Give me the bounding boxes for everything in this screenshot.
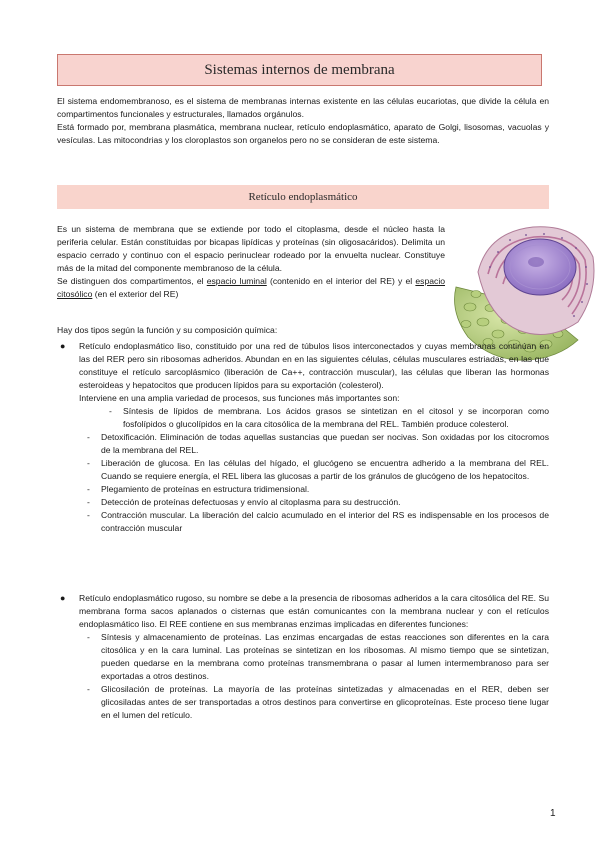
list-item <box>87 483 549 496</box>
list-item-text: Síntesis y almacenamiento de proteínas. Las enzimas encargadas de estas reacciones son diferentes en la cara citosólica y en la cara luminal. Las proteínas se sintetizan en los ribosomas. Al mismo tiempo que se sintetizan, pueden quedarse en la membrana como proteínas transmembrana o pasar al lumen intermembranoso para ser exportadas a otros destinos. <box>101 632 549 681</box>
list-item <box>87 631 549 683</box>
dash-icon: - <box>87 510 90 520</box>
bullet-icon: ● <box>60 593 66 603</box>
types-intro: Hay dos tipos según la función y su composición química: <box>57 325 278 335</box>
dash-icon: - <box>87 684 90 694</box>
list-item-text: Contracción muscular. La liberación del calcio acumulado en el interior del RS es indispensable en los procesos de contracción muscular <box>101 510 549 533</box>
list-item-text: Detoxificación. Eliminación de todas aquellas sustancias que puedan ser nocivas. Son oxidadas por los citocromos de la membrana del REL. <box>101 432 549 455</box>
page-number: 1 <box>550 808 556 819</box>
list-item <box>87 457 549 483</box>
title-box <box>57 54 542 86</box>
list-item <box>87 431 549 457</box>
list-item-text: Plegamiento de proteínas en estructura tridimensional. <box>101 484 310 494</box>
dash-icon: - <box>87 458 90 468</box>
intro-paragraph: Está formado por, membrana plasmática, membrana nuclear, retículo endoplasmático, aparato de Golgi, lisosomas, vacuolas y vesículas. Las mitocondrias y los cloroplastos son organelos pero no se consideran de este sistema. <box>57 122 549 145</box>
dash-icon: - <box>87 484 90 494</box>
section-header <box>57 185 549 209</box>
intro-paragraph: El sistema endomembranoso, es el sistema de membranas internas existente en las células eucariotas, que divide la célula en compartimentos funcionales y estructurales, llamados orgánulos. <box>57 96 549 119</box>
dash-icon: - <box>87 497 90 507</box>
list-item-text: Glicosilación de proteínas. La mayoría de las proteínas sintetizadas y almacenadas en el RER, deben ser glicosiladas antes de ser transportadas a otros destinos para convertirse en glicoproteínas. Este proceso tiene lugar en el lumen del retículo. <box>101 684 549 720</box>
list-item <box>109 405 549 431</box>
text-run: Se distinguen dos compartimentos, el <box>57 276 207 286</box>
rel-functions-intro: Interviene en una amplia variedad de procesos, sus funciones más importantes son: <box>79 393 400 403</box>
rel-text: Retículo endoplasmático liso, constituido por una red de túbulos lisos interconectados y cuyas membranas continúan en las del RER pero sin ribosomas adheridos. Abundan en en las siguientes células, células musculares estriadas, en las que constituye el retículo sarcoplásmico (liberación de Ca++, contracción muscular), las células que liberan las hormonas esteroideas y hepatocitos que producen lípidos para su exportación (colesterol). <box>79 341 549 390</box>
rel-bullet <box>57 340 549 535</box>
rer-bullet <box>57 592 549 722</box>
er-description <box>57 223 445 301</box>
dash-icon: - <box>109 406 112 416</box>
cytosolic-term: espacio citosólico <box>57 276 446 299</box>
section-title: Retículo endoplasmático <box>248 191 358 203</box>
list-item <box>87 496 549 509</box>
list-item-text: Detección de proteínas defectuosas y envío al citoplasma para su destrucción. <box>101 497 401 507</box>
dash-icon: - <box>87 432 90 442</box>
list-item-text: Síntesis de lípidos de membrana. Los ácidos grasos se sintetizan en el citosol y se incorporan como fosfolípidos o glucolípidos en la cara citosólica de la membrana del REL. También produce colesterol. <box>123 406 549 429</box>
text-run: (contenido en el interior del RE) y el <box>266 276 416 286</box>
er-paragraph: Es un sistema de membrana que se extiende por todo el citoplasma, desde el núcleo hasta la periferia celular. Están constituidas por bicapas lipídicas y proteínas (sin oligosacáridos). Delimita un espacio cerrado y continuo con el espacio perinuclear rodeado por la envuelta nuclear. Constituye más de la mitad del componente membranoso de la célula. <box>57 224 445 273</box>
luminal-term: espacio luminal <box>206 276 267 286</box>
rer-text: Retículo endoplasmático rugoso, su nombre se debe a la presencia de ribosomas adheridos a la cara citosólica del RE. Su membrana forma sacos aplanados o cisternas que están comunicantes con la membrana nuclear y con el retículos endoplasmático liso. El REE contiene en sus membranas enzimas implicadas en diferentes funciones: <box>79 593 549 629</box>
page-title: Sistemas internos de membrana <box>204 61 395 78</box>
text-run: (en el exterior del RE) <box>92 289 179 299</box>
dash-icon: - <box>87 632 90 642</box>
list-item-text: Liberación de glucosa. En las células del hígado, el glucógeno se encuentra adherido a la membrana del REL. Cuando se requiere energía, el REL libera las glucosas a partir de los gránulos de glucógeno de los hepatocitos. <box>101 458 549 481</box>
intro-block <box>57 95 549 147</box>
list-item <box>87 683 549 722</box>
list-item <box>87 509 549 535</box>
er-compartments <box>57 275 445 301</box>
bullet-icon: ● <box>60 341 66 351</box>
